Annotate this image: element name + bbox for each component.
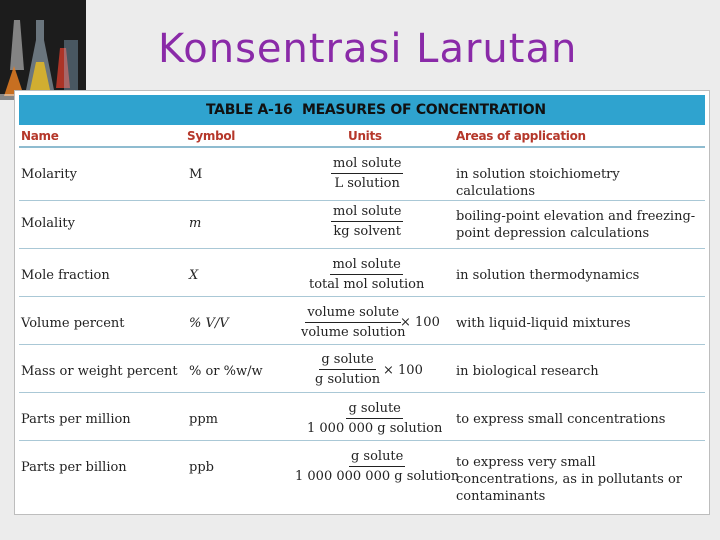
table-row xyxy=(19,249,705,297)
table-row xyxy=(19,148,705,201)
unit-denominator: volume solution xyxy=(301,325,406,340)
row-name: Parts per million xyxy=(21,412,131,427)
row-symbol: % V/V xyxy=(189,316,229,331)
row-area: boiling-point elevation and freezing-point depression calculations xyxy=(456,209,696,241)
unit-denominator: total mol solution xyxy=(309,277,425,292)
row-name: Volume percent xyxy=(21,316,125,331)
row-symbol: ppm xyxy=(189,412,218,427)
unit-denominator: 1 000 000 000 g solution xyxy=(295,469,460,484)
row-name: Parts per billion xyxy=(21,460,127,475)
unit-fraction xyxy=(331,203,403,240)
table-row xyxy=(19,441,705,504)
row-area: in solution thermodynamics xyxy=(456,268,640,283)
row-name: Mass or weight percent xyxy=(21,364,178,379)
lab-glassware-image xyxy=(0,0,86,100)
table-code: TABLE A-16 xyxy=(206,102,293,118)
column-header-symbol: Symbol xyxy=(187,129,236,143)
unit-numerator: g solute xyxy=(319,351,375,370)
unit-numerator: mol solute xyxy=(331,155,403,174)
unit-denominator: g solution xyxy=(315,372,381,387)
column-header-units: Units xyxy=(348,129,382,143)
unit-fraction xyxy=(307,256,426,293)
unit-numerator: mol solute xyxy=(330,256,402,275)
row-name: Mole fraction xyxy=(21,268,110,283)
unit-numerator: volume solute xyxy=(305,304,401,323)
unit-numerator: mol solute xyxy=(331,203,403,222)
unit-fraction xyxy=(299,304,407,341)
row-symbol: X xyxy=(189,268,199,283)
table-row xyxy=(19,297,705,345)
column-header-areas: Areas of application xyxy=(456,129,586,143)
table-row xyxy=(19,393,705,441)
unit-fraction xyxy=(313,351,382,388)
unit-denominator: 1 000 000 g solution xyxy=(307,421,443,436)
row-area: in biological research xyxy=(456,364,599,379)
concentration-table xyxy=(14,90,710,515)
slide-title: Konsentrasi Larutan xyxy=(158,26,578,72)
row-area: with liquid-liquid mixtures xyxy=(456,316,631,331)
table-row xyxy=(19,201,705,249)
table-header-bar xyxy=(19,95,705,125)
unit-numerator: g solute xyxy=(349,448,405,467)
unit-fraction xyxy=(305,400,444,437)
row-symbol: % or %w/w xyxy=(189,364,263,379)
row-area: to express small concentrations xyxy=(456,412,666,427)
unit-multiplier: × 100 xyxy=(400,315,440,330)
flask-illustration xyxy=(0,0,86,100)
row-symbol: M xyxy=(189,167,203,182)
unit-multiplier: × 100 xyxy=(383,363,423,378)
row-symbol: m xyxy=(189,216,202,231)
unit-fraction xyxy=(293,448,461,485)
unit-fraction xyxy=(331,155,403,192)
column-header-name: Name xyxy=(21,129,59,143)
row-name: Molality xyxy=(21,216,75,231)
table-title: MEASURES OF CONCENTRATION xyxy=(302,102,546,118)
unit-denominator: kg solvent xyxy=(333,224,401,239)
table-row xyxy=(19,345,705,393)
row-symbol: ppb xyxy=(189,460,214,475)
row-name: Molarity xyxy=(21,167,77,182)
row-area: to express very small concentrations, as in pollutants or contaminants xyxy=(456,455,683,504)
unit-numerator: g solute xyxy=(346,400,402,419)
row-area: in solution stoichiometry calculations xyxy=(456,167,620,199)
unit-denominator: L solution xyxy=(334,176,400,191)
